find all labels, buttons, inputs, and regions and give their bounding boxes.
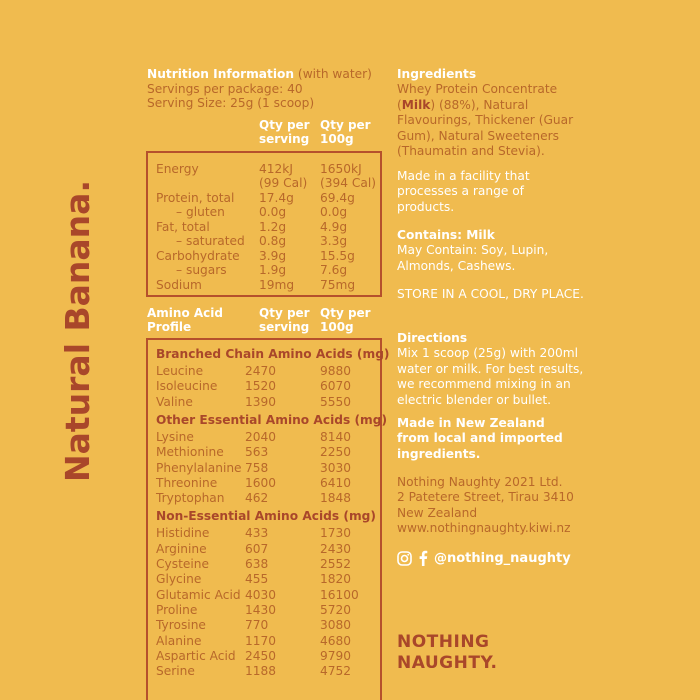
nutrient-label: – sugars	[176, 263, 227, 277]
ingredients-heading: Ingredients	[397, 67, 477, 81]
amino-per-serving: 607	[245, 541, 269, 556]
amino-acid-table	[146, 338, 390, 700]
nutrient-per-serving: 17.4g	[259, 191, 294, 205]
nutrient-per-100g: 75mg	[320, 278, 356, 292]
nutrient-label: – saturated	[176, 234, 245, 248]
amino-section-heading: Other Essential Amino Acids (mg)	[156, 412, 388, 427]
nutrition-table	[146, 151, 382, 297]
servings-per-package: Servings per package: 40	[147, 81, 303, 96]
amino-per-100g: 8140	[320, 429, 352, 444]
amino-per-100g: 1820	[320, 572, 352, 587]
amino-col-100g: Qty per 100g	[320, 306, 371, 334]
amino-label: Proline	[156, 602, 198, 617]
amino-per-100g: 6070	[320, 379, 352, 394]
amino-per-serving: 563	[245, 445, 269, 460]
amino-label: Methionine	[156, 445, 224, 460]
facebook-icon[interactable]	[418, 550, 428, 566]
nutrient-label: Protein, total	[156, 191, 235, 205]
directions-heading: Directions	[397, 331, 468, 345]
amino-per-serving: 758	[245, 460, 269, 475]
amino-per-serving: 2450	[245, 648, 277, 663]
amino-per-100g: 6410	[320, 475, 352, 490]
nutrient-per-100g: 3.3g	[320, 234, 348, 248]
amino-label: Histidine	[156, 526, 210, 541]
social-handle[interactable]: @nothing_naughty	[434, 550, 571, 566]
made-in-block: Made in New Zealand from local and imported ingredients.	[397, 416, 563, 461]
amino-label: Leucine	[156, 364, 204, 378]
amino-label: Serine	[156, 664, 195, 679]
amino-col-serving: Qty per serving	[259, 306, 310, 334]
amino-label: Glutamic Acid	[156, 587, 241, 602]
amino-per-100g: 4752	[320, 664, 352, 679]
amino-label: Tyrosine	[156, 618, 206, 633]
nutrient-label: Sodium	[156, 278, 202, 292]
company-address: Nothing Naughty 2021 Ltd. 2 Patetere Street, Tirau 3410 New Zealand www.nothingnaughty.kiwi.nz	[397, 475, 687, 537]
amino-per-serving: 1600	[245, 475, 277, 490]
nutrition-col-serving: Qty per serving	[259, 118, 310, 146]
amino-label: Threonine	[156, 475, 218, 490]
amino-per-serving: 433	[245, 526, 269, 541]
amino-label: Arginine	[156, 541, 207, 556]
amino-per-serving: 1188	[245, 664, 277, 679]
nutrient-per-serving: 1.2g	[259, 220, 287, 234]
amino-section-heading: Non-Essential Amino Acids (mg)	[156, 509, 376, 524]
nutrient-per-100g: 69.4g	[320, 191, 355, 205]
amino-label: Alanine	[156, 633, 202, 648]
nutrient-per-serving: (99 Cal)	[259, 176, 308, 190]
amino-per-100g: 2430	[320, 541, 352, 556]
amino-per-serving: 4030	[245, 587, 277, 602]
nutrient-per-100g: 0.0g	[320, 205, 348, 219]
amino-per-100g: 4680	[320, 633, 352, 648]
nutrient-per-serving: 0.0g	[259, 205, 287, 219]
nutrient-per-serving: 3.9g	[259, 249, 287, 263]
amino-per-100g: 9790	[320, 648, 352, 663]
nutrient-per-serving: 1.9g	[259, 263, 287, 277]
storage-note: STORE IN A COOL, DRY PLACE.	[397, 287, 584, 301]
nutrient-per-100g: 1650kJ	[320, 162, 362, 176]
nutrient-label: – gluten	[176, 205, 225, 219]
amino-per-100g: 3030	[320, 460, 352, 475]
nutrient-per-serving: 0.8g	[259, 234, 287, 248]
amino-per-serving: 638	[245, 557, 269, 571]
amino-per-serving: 1430	[245, 602, 277, 617]
product-name: Natural Banana.	[58, 180, 97, 482]
nutrient-per-serving: 412kJ	[259, 162, 293, 176]
nutrient-label: Fat, total	[156, 220, 210, 234]
nutrient-per-serving: 19mg	[259, 278, 295, 292]
amino-label: Isoleucine	[156, 379, 218, 394]
amino-per-serving: 1170	[245, 633, 277, 648]
facility-note: Made in a facility that processes a range of products.	[397, 169, 530, 214]
amino-per-100g: 16100	[320, 587, 359, 602]
contains-block: Contains: Milk May Contain: Soy, Lupin, Almonds, Cashews.	[397, 228, 687, 274]
amino-per-100g: 2552	[320, 557, 352, 571]
ingredients-block: Ingredients Whey Protein Concentrate (Milk) (88%), Natural Flavourings, Thickener (Guar Gum), Natural Sweeteners (Thaumatin and Stevia).	[397, 67, 687, 159]
nutrition-title: Nutrition Information (with water)	[147, 67, 372, 81]
amino-per-serving: 1390	[245, 394, 277, 409]
nutrient-label: Energy	[156, 162, 199, 176]
amino-label: Phenylalanine	[156, 460, 242, 475]
nutrient-label: Carbohydrate	[156, 249, 240, 263]
nutrition-col-100g: Qty per 100g	[320, 118, 371, 146]
nutrition-header	[147, 67, 387, 111]
contains-heading: Contains: Milk	[397, 228, 495, 242]
amino-per-100g: 1848	[320, 491, 352, 506]
milk-allergen: Milk	[401, 97, 431, 112]
amino-label: Lysine	[156, 429, 194, 444]
brand-logo: NOTHING NAUGHTY.	[397, 632, 498, 673]
amino-per-100g: 5550	[320, 394, 352, 409]
amino-per-100g: 9880	[320, 364, 352, 378]
amino-label: Glycine	[156, 572, 202, 587]
nutrient-per-100g: 15.5g	[320, 249, 355, 263]
amino-label: Cysteine	[156, 557, 209, 571]
amino-per-serving: 2040	[245, 429, 277, 444]
amino-per-serving: 1520	[245, 379, 277, 394]
nutrient-per-100g: (394 Cal)	[320, 176, 377, 190]
social-row	[397, 549, 571, 567]
amino-per-serving: 455	[245, 572, 269, 587]
amino-label: Tryptophan	[156, 491, 225, 506]
amino-title: Amino Acid Profile	[147, 306, 223, 334]
instagram-icon[interactable]	[397, 551, 412, 566]
amino-section-heading: Branched Chain Amino Acids (mg)	[156, 347, 390, 361]
amino-per-serving: 770	[245, 618, 269, 633]
amino-per-100g: 2250	[320, 445, 352, 460]
amino-per-100g: 3080	[320, 618, 352, 633]
amino-per-serving: 462	[245, 491, 269, 506]
serving-size: Serving Size: 25g (1 scoop)	[147, 96, 315, 111]
amino-per-serving: 2470	[245, 364, 277, 378]
directions-block: Directions Mix 1 scoop (25g) with 200ml water or milk. For best results, we recommend mixing in an electric blender or bullet.	[397, 331, 687, 408]
amino-per-100g: 1730	[320, 526, 352, 541]
nutrient-per-100g: 4.9g	[320, 220, 348, 234]
amino-label: Aspartic Acid	[156, 648, 236, 663]
nutrient-per-100g: 7.6g	[320, 263, 348, 277]
website-link[interactable]: www.nothingnaughty.kiwi.nz	[397, 521, 571, 536]
amino-label: Valine	[156, 394, 193, 409]
amino-per-100g: 5720	[320, 602, 352, 617]
